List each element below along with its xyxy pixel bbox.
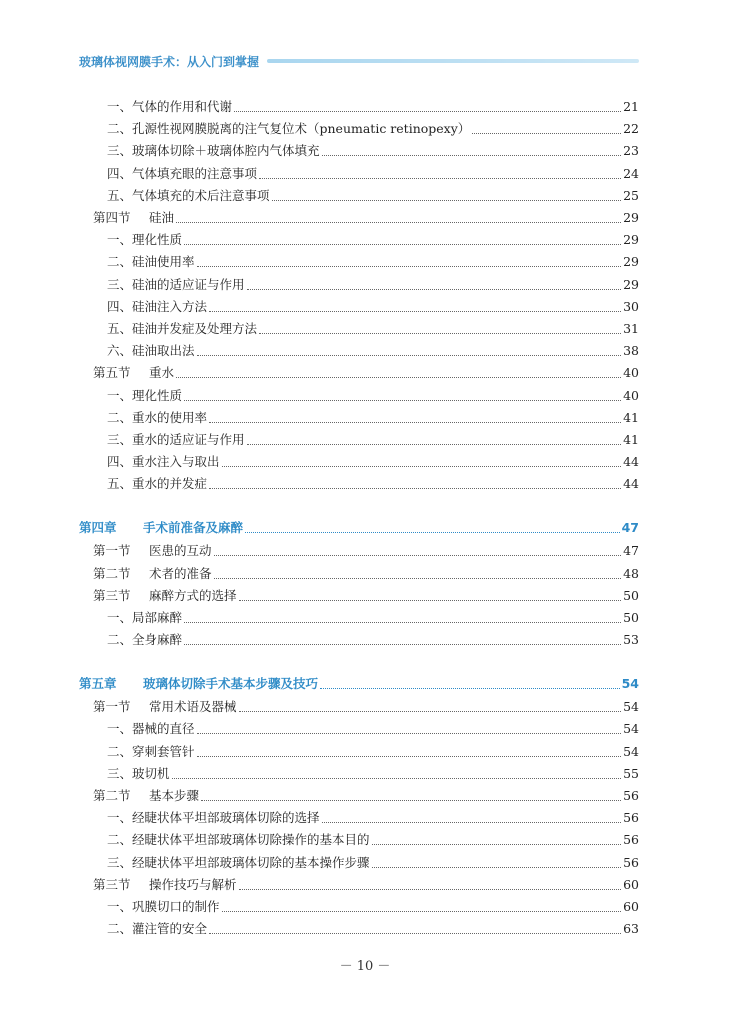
dot-leader <box>176 377 621 378</box>
toc-entry-text: 四、硅油注入方法 <box>107 298 208 314</box>
toc-section-entry[interactable] <box>93 362 639 384</box>
toc-entry-title <box>107 407 207 429</box>
toc-chapter-entry[interactable] <box>79 673 639 695</box>
dot-leader <box>247 289 622 290</box>
toc-entry-number: 第四节 <box>93 210 131 225</box>
toc-item-entry[interactable] <box>107 918 639 940</box>
toc-entry-number: 第五节 <box>93 365 131 381</box>
toc-page-number: 41 <box>623 432 639 447</box>
dot-leader <box>209 311 621 312</box>
toc-page-number: 63 <box>623 921 639 937</box>
toc-entry-text: 二、穿刺套管针 <box>107 743 195 759</box>
toc-entry-text: 一、局部麻醉 <box>107 610 183 625</box>
toc-entry-title <box>93 696 237 718</box>
toc-entry-text: 手术前准备及麻醉 <box>143 520 244 536</box>
toc-item-entry[interactable] <box>107 140 639 162</box>
toc-item-entry[interactable] <box>107 318 639 340</box>
toc-page-number: 38 <box>623 343 639 359</box>
toc-section-entry[interactable] <box>93 540 639 562</box>
toc-section-entry[interactable] <box>93 207 639 229</box>
toc-item-entry[interactable] <box>107 829 639 851</box>
toc-page-number: 56 <box>623 788 639 803</box>
toc-item-entry[interactable] <box>107 852 639 874</box>
toc-page-number: 56 <box>623 832 639 848</box>
toc-entry-number: 第二节 <box>93 788 131 803</box>
toc-entry-title <box>107 763 170 785</box>
toc-item-entry[interactable] <box>107 340 639 362</box>
toc-entry-title <box>107 451 220 473</box>
dot-leader <box>222 911 622 912</box>
toc-entry-text: 一、理化性质 <box>107 232 183 248</box>
toc-page-number: 60 <box>623 899 639 914</box>
toc-entry-title <box>107 607 182 629</box>
toc-entry-text: 操作技巧与解析 <box>149 876 237 892</box>
toc-entry-text: 四、气体填充眼的注意事项 <box>107 165 258 181</box>
toc-entry-title <box>107 340 195 362</box>
toc-entry-title <box>107 918 207 940</box>
toc-entry-title <box>107 429 245 451</box>
toc-page-number: 41 <box>623 409 639 425</box>
toc-entry-text: 一、气体的作用和代谢 <box>107 99 233 114</box>
toc-entry-text: 二、重水的使用率 <box>107 409 208 425</box>
toc-entry-text: 六、硅油取出法 <box>107 343 195 359</box>
toc-section-entry[interactable] <box>93 874 639 896</box>
toc-entry-title <box>107 185 270 207</box>
toc-page-number: 29 <box>623 232 639 248</box>
toc-entry-text: 五、气体填充的术后注意事项 <box>107 187 270 203</box>
dot-leader <box>172 778 622 779</box>
dot-leader <box>234 111 621 112</box>
toc-entry-title <box>107 274 245 296</box>
toc-item-entry[interactable] <box>107 629 639 651</box>
toc-page-number: 50 <box>623 587 639 603</box>
toc-entry-title <box>107 741 195 763</box>
book-title: 玻璃体视网膜手术：从入门到掌握 <box>79 54 260 69</box>
toc-entry-title <box>107 852 370 874</box>
toc-entry-title <box>79 517 243 539</box>
dot-leader <box>184 400 621 401</box>
toc-entry-text: 一、理化性质 <box>107 387 183 403</box>
toc-item-entry[interactable] <box>107 896 639 918</box>
toc-entry-text: 五、硅油并发症及处理方法 <box>107 321 258 336</box>
toc-item-entry[interactable] <box>107 807 639 829</box>
toc-page-number: 24 <box>623 165 639 181</box>
toc-entry-text: 基本步骤 <box>149 788 200 803</box>
toc-section-entry[interactable] <box>93 696 639 718</box>
toc-page-number: 40 <box>623 387 639 403</box>
toc-entry-title <box>107 118 470 140</box>
toc-section-entry[interactable] <box>93 563 639 585</box>
toc-page-number: 47 <box>621 520 639 536</box>
toc-page-number: 48 <box>623 565 639 581</box>
dot-leader <box>197 756 622 757</box>
toc-section-entry[interactable] <box>93 785 639 807</box>
toc-page-number: 21 <box>623 99 639 114</box>
toc-entry-title <box>93 540 212 562</box>
dot-leader <box>272 200 622 201</box>
dot-leader <box>184 244 621 245</box>
toc-item-entry[interactable] <box>107 763 639 785</box>
toc-item-entry[interactable] <box>107 429 639 451</box>
toc-entry-text: 三、硅油的适应证与作用 <box>107 276 245 292</box>
dot-leader <box>184 644 621 645</box>
dot-leader <box>372 844 622 845</box>
dot-leader <box>209 422 621 423</box>
toc-item-entry[interactable] <box>107 607 639 629</box>
toc-entry-title <box>107 385 182 407</box>
dot-leader <box>322 155 622 156</box>
toc-entry-title <box>107 251 195 273</box>
dot-leader <box>201 800 621 801</box>
toc-item-entry[interactable] <box>107 451 639 473</box>
toc-entry-title <box>93 207 174 229</box>
toc-page-number: 29 <box>623 254 639 270</box>
toc-page-number: 30 <box>623 298 639 314</box>
dot-leader <box>197 266 622 267</box>
toc-entry-text: 二、灌注管的安全 <box>107 921 208 937</box>
toc-entry-text: 三、玻璃体切除＋玻璃体腔内气体填充 <box>107 143 320 159</box>
toc-item-entry[interactable] <box>107 718 639 740</box>
toc-entry-title <box>93 874 237 896</box>
toc-entry-number: 第三节 <box>93 876 131 892</box>
header-rule <box>267 59 639 63</box>
toc-entry-number: 第一节 <box>93 699 131 715</box>
toc-page-number: 53 <box>623 632 639 648</box>
toc-entry-title <box>79 673 318 695</box>
dot-leader <box>222 466 622 467</box>
toc-entry-text: 重水 <box>149 365 175 381</box>
toc-entry-text: 二、全身麻醉 <box>107 632 183 648</box>
toc-entry-title <box>107 163 257 185</box>
dot-leader <box>245 532 620 533</box>
toc-entry-title <box>107 807 320 829</box>
dot-leader <box>322 822 622 823</box>
toc-chapter-entry[interactable] <box>79 517 639 539</box>
toc-entry-text: 三、玻切机 <box>107 765 170 781</box>
toc-item-entry[interactable] <box>107 251 639 273</box>
toc-entry-title <box>107 296 207 318</box>
toc-page-number: 31 <box>623 321 639 336</box>
toc-entry-title <box>93 362 174 384</box>
toc-page-number: 56 <box>623 810 639 826</box>
toc-page-number: 54 <box>621 676 639 692</box>
toc-entry-title <box>107 140 320 162</box>
toc-entry-text: 三、经睫状体平坦部玻璃体切除的基本操作步骤 <box>107 854 370 870</box>
dot-leader <box>209 933 621 934</box>
toc-item-entry[interactable] <box>107 163 639 185</box>
toc-entry-title <box>107 318 257 340</box>
toc-entry-text: 麻醉方式的选择 <box>149 587 237 603</box>
toc-entry-title <box>107 896 220 918</box>
toc-page-number: 40 <box>623 365 639 381</box>
toc-entry-text: 三、重水的适应证与作用 <box>107 432 245 447</box>
toc-page-number: 29 <box>623 210 639 225</box>
toc-page-number: 54 <box>623 699 639 715</box>
dot-leader <box>197 733 622 734</box>
toc-page-number: 55 <box>623 765 639 781</box>
dot-leader <box>247 444 622 445</box>
dot-leader <box>197 355 622 356</box>
toc-page-number: 47 <box>623 543 639 559</box>
toc-entry-text: 二、孔源性视网膜脱离的注气复位术（pneumatic retinopexy） <box>107 121 471 137</box>
toc-item-entry[interactable] <box>107 229 639 251</box>
dot-leader <box>239 889 622 890</box>
toc-entry-title <box>107 829 370 851</box>
dot-leader <box>184 622 621 623</box>
dot-leader <box>259 178 621 179</box>
toc-entry-number: 第五章 <box>79 676 117 692</box>
toc-entry-number: 第三节 <box>93 587 131 603</box>
dot-leader <box>214 555 622 556</box>
toc-entry-title <box>93 785 199 807</box>
toc-section-entry[interactable] <box>93 585 639 607</box>
toc-entry-text: 医患的互动 <box>149 543 212 559</box>
toc-entry-text: 一、巩膜切口的制作 <box>107 899 220 914</box>
toc-entry-number: 第四章 <box>79 520 117 536</box>
toc-page-number: 23 <box>623 143 639 159</box>
toc-entry-title <box>93 585 237 607</box>
toc-item-entry[interactable] <box>107 118 639 140</box>
toc-item-entry[interactable] <box>107 296 639 318</box>
dot-leader <box>320 688 620 689</box>
toc-item-entry[interactable] <box>107 185 639 207</box>
dot-leader <box>372 867 622 868</box>
dot-leader <box>259 333 621 334</box>
dot-leader <box>472 133 621 134</box>
toc-item-entry[interactable] <box>107 385 639 407</box>
toc-item-entry[interactable] <box>107 274 639 296</box>
toc-entry-text: 四、重水注入与取出 <box>107 454 220 470</box>
toc-entry-title <box>107 96 232 118</box>
toc-entry-text: 一、器械的直径 <box>107 721 195 737</box>
toc-item-entry[interactable] <box>107 96 639 118</box>
toc-entry-text: 玻璃体切除手术基本步骤及技巧 <box>143 676 319 692</box>
toc-page-number: 25 <box>623 187 639 203</box>
toc-entry-number: 第二节 <box>93 565 131 581</box>
running-header <box>79 50 639 72</box>
toc-item-entry[interactable] <box>107 407 639 429</box>
toc-page-number: 44 <box>623 454 639 470</box>
toc-entry-text: 硅油 <box>149 210 175 225</box>
toc-page-number: 50 <box>623 610 639 625</box>
dot-leader <box>176 222 621 223</box>
toc-entry-number: 第一节 <box>93 543 131 559</box>
dot-leader <box>214 578 622 579</box>
toc-page-number: 54 <box>623 743 639 759</box>
toc-entry-title <box>107 229 182 251</box>
dot-leader <box>239 600 622 601</box>
toc-entry-title <box>107 718 195 740</box>
toc-page-number: 22 <box>623 121 639 137</box>
toc-entry-text: 二、硅油使用率 <box>107 254 195 270</box>
dot-leader <box>239 711 622 712</box>
toc-entry-title <box>107 629 182 651</box>
dot-leader <box>209 488 621 489</box>
toc-entry-text: 一、经睫状体平坦部玻璃体切除的选择 <box>107 810 320 826</box>
toc-entry-text: 五、重水的并发症 <box>107 476 208 492</box>
toc-page-number: 44 <box>623 476 639 492</box>
toc-page-number: 60 <box>623 876 639 892</box>
toc-entry-text: 术者的准备 <box>149 565 212 581</box>
toc-entry-text: 常用术语及器械 <box>149 699 237 715</box>
toc-entry-title <box>93 563 212 585</box>
toc-page-number: 29 <box>623 276 639 292</box>
toc-item-entry[interactable] <box>107 741 639 763</box>
page-number: － 10 － <box>339 959 391 974</box>
toc-item-entry[interactable] <box>107 473 639 495</box>
toc-page-number: 54 <box>623 721 639 737</box>
toc-page-number: 56 <box>623 854 639 870</box>
toc-entry-title <box>107 473 207 495</box>
toc-entry-text: 二、经睫状体平坦部玻璃体切除操作的基本目的 <box>107 832 370 848</box>
